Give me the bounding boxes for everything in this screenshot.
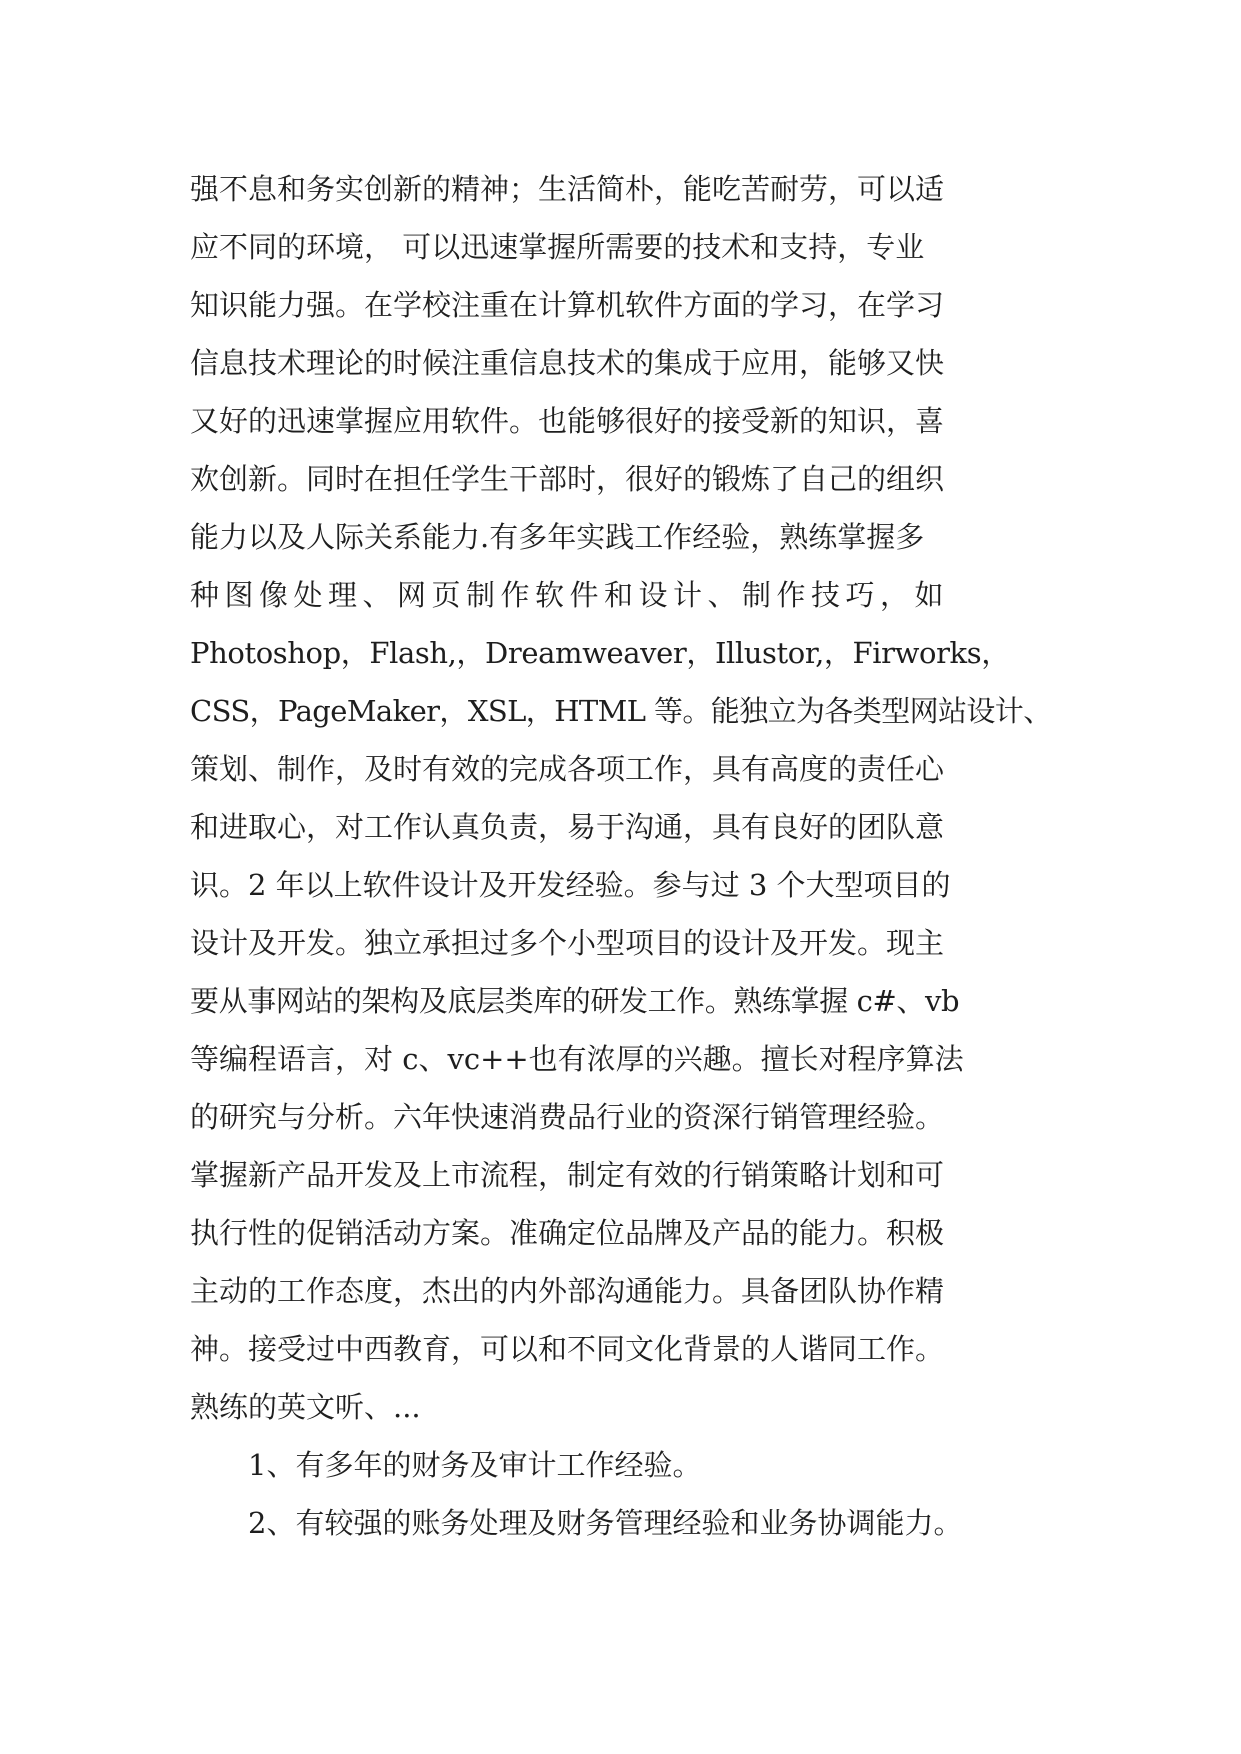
text-line: 掌握新产品开发及上市流程，制定有效的行销策略计划和可 [190, 1158, 945, 1192]
text-line: 主动的工作态度，杰出的内外部沟通能力。具备团队协作精 [190, 1274, 945, 1308]
text-line: 应不同的环境， 可以迅速掌握所需要的技术和支持，专业 [190, 230, 925, 264]
text-line: 又好的迅速掌握应用软件。也能够很好的接受新的知识，喜 [190, 404, 945, 438]
text-line: Photoshop，Flash,，Dreamweaver，Illustor,，Firworks， [190, 636, 1010, 670]
text-line: 熟练的英文听、... [190, 1390, 421, 1424]
text-line: 的研究与分析。六年快速消费品行业的资深行销管理经验。 [190, 1100, 945, 1134]
text-line: 执行性的促销活动方案。准确定位品牌及产品的能力。积极 [190, 1216, 945, 1250]
text-line: 神。接受过中西教育，可以和不同文化背景的人谐同工作。 [190, 1332, 945, 1366]
list-item: 1、有多年的财务及审计工作经验。 [248, 1448, 702, 1482]
text-line: 知识能力强。在学校注重在计算机软件方面的学习，在学习 [190, 288, 945, 322]
text-line: 欢创新。同时在担任学生干部时，很好的锻炼了自己的组织 [190, 462, 945, 496]
list-item: 2、有较强的账务处理及财务管理经验和业务协调能力。 [248, 1506, 963, 1540]
text-line: 策划、制作，及时有效的完成各项工作，具有高度的责任心 [190, 752, 945, 786]
text-line: 识。2 年以上软件设计及开发经验。参与过 3 个大型项目的 [190, 868, 951, 902]
text-line: CSS，PageMaker，XSL，HTML 等。能独立为各类型网站设计、 [190, 694, 1052, 728]
text-line: 设计及开发。独立承担过多个小型项目的设计及开发。现主 [190, 926, 945, 960]
text-line: 要从事网站的架构及底层类库的研发工作。熟练掌握 c#、vb [190, 984, 960, 1018]
text-line: 能力以及人际关系能力.有多年实践工作经验，熟练掌握多 [190, 520, 925, 554]
text-line: 种图像处理、网页制作软件和设计、制作技巧，如 [190, 578, 950, 612]
text-line: 信息技术理论的时候注重信息技术的集成于应用，能够又快 [190, 346, 945, 380]
text-line: 强不息和务实创新的精神；生活简朴，能吃苦耐劳，可以适 [190, 172, 945, 206]
text-line: 等编程语言，对 c、vc++也有浓厚的兴趣。擅长对程序算法 [190, 1042, 964, 1076]
document-body [190, 160, 1060, 1552]
text-line: 和进取心，对工作认真负责，易于沟通，具有良好的团队意 [190, 810, 945, 844]
